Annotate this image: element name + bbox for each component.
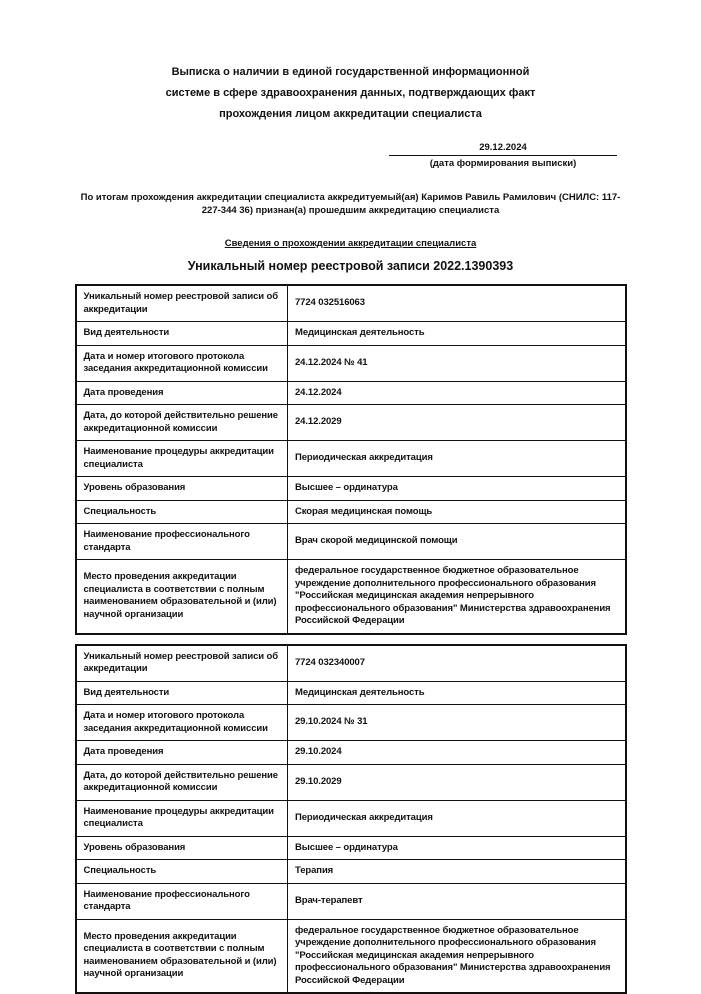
- document-title-line: прохождения лицом аккредитации специалиста: [0, 104, 701, 125]
- field-value: Терапия: [288, 860, 626, 884]
- accreditation-table-1: [75, 284, 627, 635]
- field-value: 24.12.2029: [288, 405, 626, 441]
- table-row: [76, 741, 626, 765]
- accreditation-summary: По итогам прохождения аккредитации специалиста аккредитуемый(ая) Каримов Равиль Рамилович (СНИЛС: 117-227-344 36) признан(а) прошедшим аккредитацию специалиста: [75, 191, 627, 217]
- section-heading: Сведения о прохождении аккредитации специалиста: [0, 238, 701, 250]
- field-value: Скорая медицинская помощь: [288, 500, 626, 524]
- field-value: Врач скорой медицинской помощи: [288, 524, 626, 560]
- field-label: Уровень образования: [76, 836, 288, 860]
- field-label: Уникальный номер реестровой записи об аккредитации: [76, 285, 288, 322]
- table-row: [76, 524, 626, 560]
- field-value: Периодическая аккредитация: [288, 441, 626, 477]
- field-value: 29.10.2024 № 31: [288, 705, 626, 741]
- issue-date-caption: (дата формирования выписки): [389, 156, 617, 170]
- table-row: [76, 800, 626, 836]
- field-value: 29.10.2029: [288, 764, 626, 800]
- document-title-line: системе в сфере здравоохранения данных, подтверждающих факт: [0, 83, 701, 104]
- field-value: Периодическая аккредитация: [288, 800, 626, 836]
- field-label: Уровень образования: [76, 477, 288, 501]
- field-label: Дата, до которой действительно решение аккредитационной комиссии: [76, 405, 288, 441]
- table-row: [76, 681, 626, 705]
- field-value: 29.10.2024: [288, 741, 626, 765]
- table-row: [76, 345, 626, 381]
- field-label: Дата и номер итогового протокола заседания аккредитационной комиссии: [76, 345, 288, 381]
- field-value: 7724 032516063: [288, 285, 626, 322]
- field-label: Специальность: [76, 860, 288, 884]
- field-label: Наименование профессионального стандарта: [76, 524, 288, 560]
- issue-date-value: 29.12.2024: [389, 142, 617, 156]
- field-value: Врач-терапевт: [288, 883, 626, 919]
- table-row: [76, 705, 626, 741]
- field-value: 24.12.2024 № 41: [288, 345, 626, 381]
- table-row: [76, 764, 626, 800]
- field-value: Медицинская деятельность: [288, 681, 626, 705]
- field-label: Наименование профессионального стандарта: [76, 883, 288, 919]
- table-row: [76, 477, 626, 501]
- field-label: Место проведения аккредитации специалиста в соответствии с полным наименованием образовательной и (или) научной организации: [76, 560, 288, 634]
- table-row: [76, 645, 626, 682]
- field-value: Высшее – ординатура: [288, 836, 626, 860]
- field-value: 24.12.2024: [288, 381, 626, 405]
- table-row: [76, 405, 626, 441]
- field-value: 7724 032340007: [288, 645, 626, 682]
- field-value: федеральное государственное бюджетное образовательное учреждение дополнительного профессионального образования "Российская медицинская академия непрерывного профессионального образования" Министерства здравоохранения Российской Федерации: [288, 560, 626, 634]
- table-row: [76, 441, 626, 477]
- field-label: Вид деятельности: [76, 322, 288, 346]
- document-title: [0, 62, 701, 125]
- field-label: Наименование процедуры аккредитации специалиста: [76, 441, 288, 477]
- table-row: [76, 285, 626, 322]
- table-row: [76, 500, 626, 524]
- table-row: [76, 836, 626, 860]
- table-row: [76, 919, 626, 993]
- field-label: Наименование процедуры аккредитации специалиста: [76, 800, 288, 836]
- field-label: Дата проведения: [76, 381, 288, 405]
- table-row: [76, 381, 626, 405]
- field-label: Вид деятельности: [76, 681, 288, 705]
- field-label: Специальность: [76, 500, 288, 524]
- field-label: Дата проведения: [76, 741, 288, 765]
- table-row: [76, 322, 626, 346]
- field-value: Высшее – ординатура: [288, 477, 626, 501]
- field-label: Место проведения аккредитации специалиста в соответствии с полным наименованием образовательной и (или) научной организации: [76, 919, 288, 993]
- accreditation-table-2: [75, 644, 627, 994]
- field-value: Медицинская деятельность: [288, 322, 626, 346]
- accreditation-table-2-body: [76, 645, 626, 994]
- record-number-heading: Уникальный номер реестровой записи 2022.1390393: [0, 259, 701, 274]
- document-title-line: Выписка о наличии в единой государственной информационной: [0, 62, 701, 83]
- table-row: [76, 560, 626, 634]
- field-label: Дата, до которой действительно решение аккредитационной комиссии: [76, 764, 288, 800]
- field-label: Дата и номер итогового протокола заседания аккредитационной комиссии: [76, 705, 288, 741]
- table-row: [76, 883, 626, 919]
- accreditation-table-1-body: [76, 285, 626, 634]
- field-label: Уникальный номер реестровой записи об аккредитации: [76, 645, 288, 682]
- issue-date-block: [389, 142, 617, 170]
- field-value: федеральное государственное бюджетное образовательное учреждение дополнительного профессионального образования "Российская медицинская академия непрерывного профессионального образования" Министерства здравоохранения Российской Федерации: [288, 919, 626, 993]
- table-row: [76, 860, 626, 884]
